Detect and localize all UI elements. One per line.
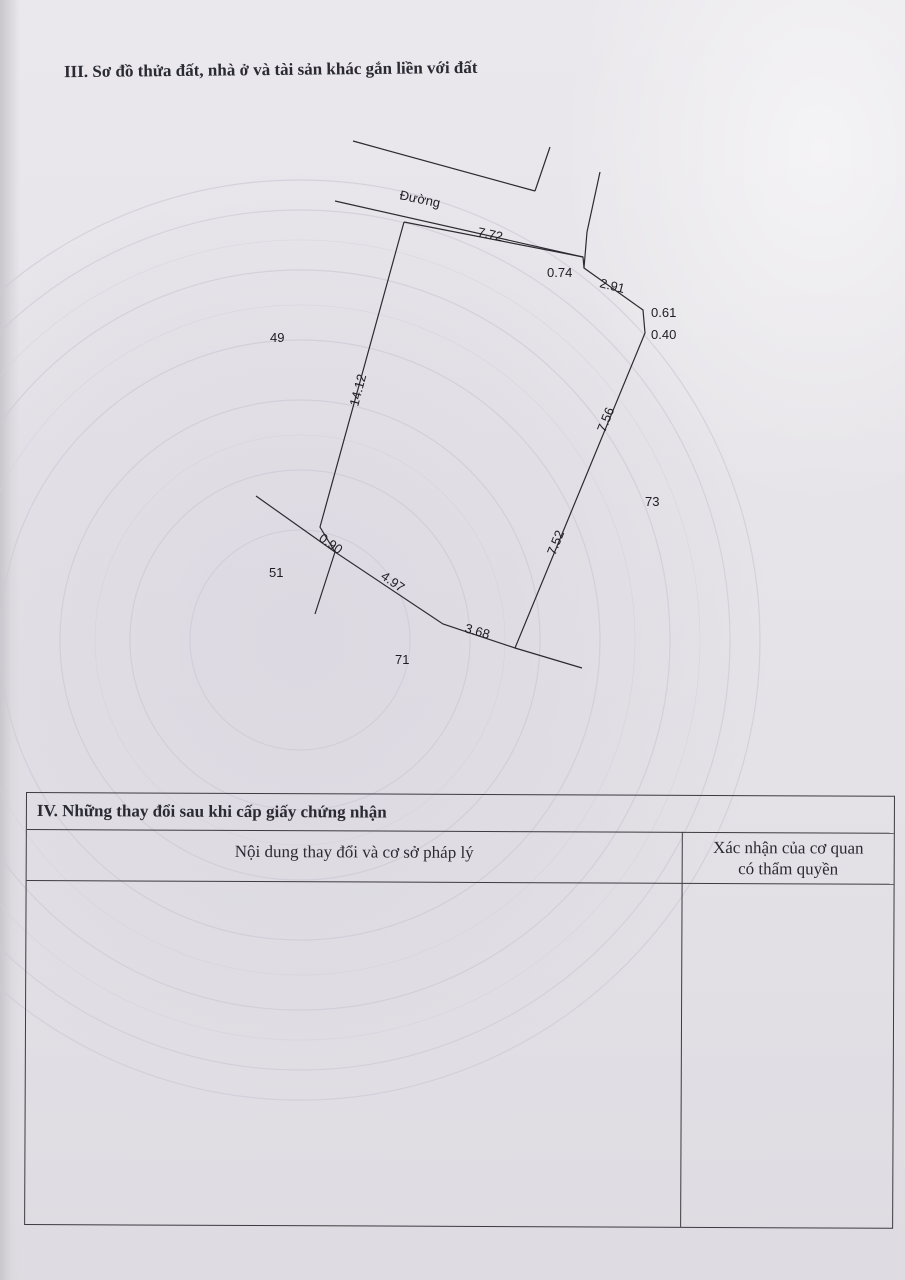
edge-label-bottom-left-short: 0.90 (316, 530, 346, 557)
column-header-confirm-line1: Xác nhận của cơ quan (712, 837, 864, 858)
road-side-right-lower (584, 232, 587, 268)
section-4-title: IV. Những thay đổi sau khi cấp giấy chứng nhận (36, 801, 387, 822)
edge-label-top: 7.72 (476, 224, 505, 245)
edge-label-bottom-right: 3.68 (463, 620, 492, 642)
road-label: Đường (398, 187, 442, 211)
boundary-line-s (515, 648, 582, 668)
neighbor-southwest: 51 (269, 565, 284, 580)
column-header-confirm (683, 837, 894, 880)
road-edge-top (353, 141, 535, 191)
edge-label-corner-a: 0.61 (651, 305, 677, 320)
edge-label-right-lower: 7.52 (543, 528, 568, 558)
neighbor-east: 73 (645, 494, 660, 509)
neighbor-south: 71 (395, 652, 410, 667)
changes-table (24, 792, 895, 1229)
edge-label-bottom-mid: 4.97 (378, 568, 408, 595)
confirm-cell (681, 884, 893, 1228)
section-3-title: III. Sơ đồ thửa đất, nhà ở và tài sản khác gắn liền với đất (63, 57, 478, 82)
column-header-confirm-line2: có thẩm quyền (738, 859, 839, 879)
plot-boundary (320, 222, 645, 648)
edge-label-corner-b: 0.40 (651, 327, 677, 342)
column-header-content: Nội dung thay đổi và cơ sở pháp lý (234, 841, 474, 862)
boundary-line-w (315, 552, 335, 614)
edge-label-notch-top: 2.91 (598, 275, 627, 297)
edge-label-left: 14.12 (346, 372, 370, 408)
edge-label-notch-left: 0.74 (547, 265, 573, 280)
edge-label-right-upper: 7.56 (593, 405, 618, 435)
content-cell (25, 881, 681, 1227)
neighbor-west: 49 (270, 330, 285, 345)
table-header (27, 793, 894, 834)
road-edge-corner (535, 147, 550, 191)
road-side-right (587, 172, 600, 232)
road-line (335, 201, 583, 257)
